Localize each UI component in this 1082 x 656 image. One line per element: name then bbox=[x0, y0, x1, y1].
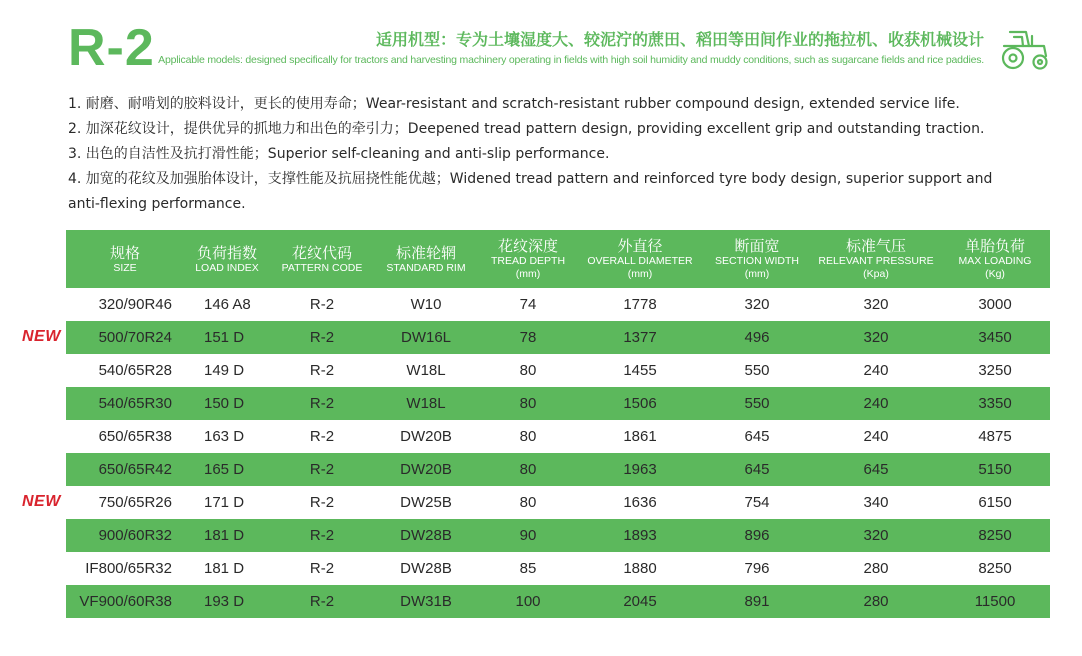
new-badge: NEW bbox=[22, 493, 61, 510]
applicable-models-en: Applicable models: designed specifically for tractors and harvesting machinery operating in fields with high soil humidity and muddy conditions, such as sugarcane fields and rice paddies. bbox=[158, 54, 984, 66]
table-cell: W10 bbox=[410, 296, 442, 313]
table-cell: 496 bbox=[744, 329, 770, 346]
table-cell: R-2 bbox=[309, 593, 335, 610]
table-cell: 11500 bbox=[974, 593, 1016, 610]
table-row bbox=[66, 420, 1050, 453]
table-header-row bbox=[66, 230, 1050, 288]
header-overall-diameter: 外直径 OVERALL DIAMETER (mm) bbox=[587, 237, 693, 280]
header-load-index: 负荷指数 LOAD INDEX bbox=[195, 243, 259, 274]
table-cell: 165 D bbox=[204, 461, 245, 478]
table-cell: 540/65R28 bbox=[98, 362, 172, 379]
feature-list bbox=[68, 92, 1008, 217]
table-cell: 171 D bbox=[204, 494, 245, 511]
table-cell: 3250 bbox=[978, 362, 1012, 379]
table-cell: R-2 bbox=[309, 560, 335, 577]
header-relevant-pressure: 标准气压 RELEVANT PRESSURE (Kpa) bbox=[818, 237, 934, 280]
table-cell: 80 bbox=[519, 494, 537, 511]
table-cell: VF900/60R38 bbox=[79, 593, 172, 610]
table-row bbox=[66, 519, 1050, 552]
table-cell: 891 bbox=[744, 593, 770, 610]
table-cell: 550 bbox=[744, 395, 770, 412]
table-cell: R-2 bbox=[309, 296, 335, 313]
header-standard-rim: 标准轮辋 STANDARD RIM bbox=[386, 243, 466, 274]
table-cell: DW28B bbox=[400, 560, 452, 577]
table-cell: 796 bbox=[744, 560, 770, 577]
table-cell: 1893 bbox=[623, 527, 657, 544]
table-row bbox=[66, 354, 1050, 387]
table-cell: 151 D bbox=[204, 329, 245, 346]
header-section-width: 断面宽 SECTION WIDTH (mm) bbox=[715, 237, 799, 280]
table-cell: DW31B bbox=[400, 593, 452, 610]
table-cell: 1455 bbox=[623, 362, 657, 379]
table-row bbox=[66, 387, 1050, 420]
table-cell: 896 bbox=[744, 527, 770, 544]
feature-item-2: 2. 加深花纹设计，提供优异的抓地力和出色的牵引力；Deepened tread pattern design, providing excellent grip and outstanding traction. bbox=[68, 121, 985, 137]
table-cell: 149 D bbox=[204, 362, 245, 379]
table-cell: 4875 bbox=[978, 428, 1012, 445]
table-cell: R-2 bbox=[309, 494, 335, 511]
header-pattern-code: 花纹代码 PATTERN CODE bbox=[281, 243, 363, 274]
table-cell: 320 bbox=[744, 296, 770, 313]
table-cell: 80 bbox=[519, 395, 537, 412]
table-cell: 754 bbox=[744, 494, 770, 511]
table-cell: 320/90R46 bbox=[98, 296, 172, 313]
table-cell: DW20B bbox=[400, 461, 452, 478]
table-cell: DW16L bbox=[400, 329, 452, 346]
table-cell: DW20B bbox=[400, 428, 452, 445]
table-cell: 340 bbox=[863, 494, 889, 511]
table-cell: 1636 bbox=[623, 494, 657, 511]
feature-item-1: 1. 耐磨、耐啃划的胶料设计，更长的使用寿命；Wear-resistant and scratch-resistant rubber compound design, extended service life. bbox=[68, 96, 960, 112]
table-cell: W18L bbox=[406, 362, 446, 379]
table-cell: 645 bbox=[744, 461, 770, 478]
table-cell: 163 D bbox=[204, 428, 245, 445]
table-cell: 74 bbox=[519, 296, 537, 313]
table-cell: 900/60R32 bbox=[98, 527, 172, 544]
applicable-models-zh: 适用机型：专为土壤湿度大、较泥泞的蔗田、稻田等田间作业的拖拉机、收获机械设计 bbox=[375, 30, 984, 49]
table-cell: R-2 bbox=[309, 428, 335, 445]
table-cell: 181 D bbox=[204, 527, 245, 544]
table-cell: 280 bbox=[863, 593, 889, 610]
table-cell: 1963 bbox=[623, 461, 657, 478]
table-cell: 1778 bbox=[623, 296, 657, 313]
applicable-models bbox=[158, 30, 984, 66]
table-cell: R-2 bbox=[309, 329, 335, 346]
header-tread-depth: 花纹深度 TREAD DEPTH (mm) bbox=[490, 237, 566, 280]
table-cell: 150 D bbox=[204, 395, 245, 412]
table-cell: 650/65R38 bbox=[98, 428, 172, 445]
table-cell: 100 bbox=[515, 593, 541, 610]
table-row bbox=[66, 453, 1050, 486]
table-cell: 8250 bbox=[978, 527, 1012, 544]
table-cell: 80 bbox=[519, 362, 537, 379]
table-cell: R-2 bbox=[309, 461, 335, 478]
table-cell: 85 bbox=[519, 560, 537, 577]
table-cell: 1506 bbox=[623, 395, 657, 412]
table-cell: 240 bbox=[863, 395, 889, 412]
table-cell: 650/65R42 bbox=[98, 461, 172, 478]
model-title: R-2 bbox=[68, 19, 155, 77]
table-cell: 645 bbox=[744, 428, 770, 445]
table-cell: 146 A8 bbox=[204, 296, 251, 313]
table-row bbox=[66, 552, 1050, 585]
spec-table bbox=[66, 230, 1050, 618]
table-cell: 540/65R30 bbox=[98, 395, 172, 412]
table-cell: 240 bbox=[863, 362, 889, 379]
table-cell: 2045 bbox=[623, 593, 657, 610]
table-cell: 320 bbox=[863, 296, 889, 313]
table-cell: W18L bbox=[406, 395, 446, 412]
table-cell: 320 bbox=[863, 527, 889, 544]
table-cell: 3000 bbox=[978, 296, 1012, 313]
table-cell: IF800/65R32 bbox=[85, 560, 172, 577]
new-badge: NEW bbox=[22, 328, 61, 345]
table-row bbox=[66, 288, 1050, 321]
table-cell: 3450 bbox=[978, 329, 1012, 346]
table-cell: 80 bbox=[519, 428, 537, 445]
table-cell: 5150 bbox=[978, 461, 1012, 478]
table-cell: 6150 bbox=[978, 494, 1012, 511]
table-cell: 240 bbox=[863, 428, 889, 445]
table-cell: 500/70R24 bbox=[98, 329, 172, 346]
table-cell: DW25B bbox=[400, 494, 452, 511]
table-cell: 750/65R26 bbox=[98, 494, 172, 511]
table-cell: 193 D bbox=[204, 593, 245, 610]
header-size: 规格 SIZE bbox=[109, 243, 140, 274]
table-row bbox=[66, 486, 1050, 519]
table-cell: 320 bbox=[863, 329, 889, 346]
table-cell: 1861 bbox=[623, 428, 657, 445]
table-row bbox=[66, 585, 1050, 618]
feature-item-4: 4. 加宽的花纹及加强胎体设计，支撑性能及抗屈挠性能优越；Widened tread pattern and reinforced tyre body design, superior support and anti-flexing performance. bbox=[68, 171, 993, 212]
table-cell: 1880 bbox=[623, 560, 657, 577]
table-cell: 1377 bbox=[623, 329, 657, 346]
table-cell: R-2 bbox=[309, 527, 335, 544]
tractor-icon bbox=[996, 26, 1052, 72]
feature-item-3: 3. 出色的自洁性及抗打滑性能；Superior self-cleaning and anti-slip performance. bbox=[68, 146, 610, 162]
table-cell: 550 bbox=[744, 362, 770, 379]
table-row bbox=[66, 321, 1050, 354]
table-cell: 8250 bbox=[978, 560, 1012, 577]
table-cell: 90 bbox=[519, 527, 537, 544]
table-cell: 80 bbox=[519, 461, 537, 478]
table-cell: 3350 bbox=[978, 395, 1012, 412]
table-cell: DW28B bbox=[400, 527, 452, 544]
header-max-loading: 单胎负荷 MAX LOADING (Kg) bbox=[958, 237, 1032, 280]
table-cell: 645 bbox=[863, 461, 889, 478]
table-cell: 78 bbox=[519, 329, 537, 346]
table-cell: 181 D bbox=[204, 560, 245, 577]
table-cell: R-2 bbox=[309, 395, 335, 412]
table-cell: 280 bbox=[863, 560, 889, 577]
table-cell: R-2 bbox=[309, 362, 335, 379]
